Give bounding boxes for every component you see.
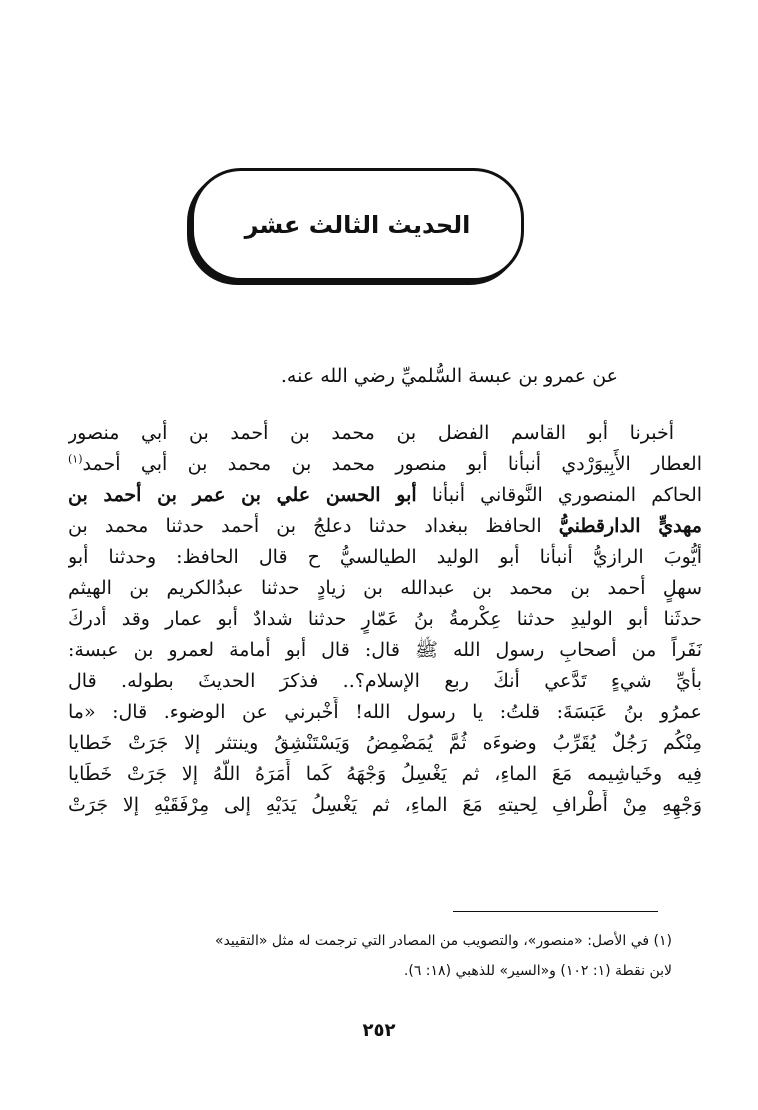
text-line: وَجْهِهِ مِنْ أَطْرافِ لِحيتهِ مَعَ الماءِ، ثم يَغْسِلُ يَدَيْهِ إلى مِرْفَقَيْهِ إلا جَرَتْ (68, 794, 702, 816)
text-line: سهلٍ أحمد بن محمد بن عبدالله بن زيادٍ حدثنا عبدُالكريم بن الهيثم (68, 577, 702, 599)
text-line: حدثَنا أبو الوليدِ حدثنا عِكْرمةُ بنُ عَمّارٍ حدثنا شدادٌ أبو عمار وقد أدركَ (68, 608, 702, 630)
text-line: أيُّوبَ الرازيُّ أنبأنا أبو الوليد الطيالسيُّ ح قال الحافظ: وحدثنا أبو (68, 546, 702, 568)
narrator-name: أبو الحسن علي بن عمر بن أحمد بن (68, 484, 417, 506)
text-line: أخبرنا أبو القاسم الفضل بن محمد بن أحمد بن أبي منصور (68, 422, 674, 444)
text-line (68, 449, 702, 480)
footnote-line: (١) في الأصل: «منصور»، والتصويب من المصادر التي ترجمت له مثل «التقييد» (215, 933, 672, 949)
chapter-title-frame (191, 168, 524, 281)
text-line (68, 511, 702, 542)
text-line: مِنْكُم رَجُلٌ يُقَرِّبُ وضوءَه ثُمَّ يُمَضْمِضُ وَيَسْتَنْشِقُ وينتثر إلا جَرَتْ خَطايا (68, 732, 702, 754)
hadith-intro: عن عمرو بن عبسة السُّلميِّ رضي الله عنه. (280, 365, 618, 387)
text-line: عمرُو بنُ عَبَسَةَ: قلتُ: يا رسول الله! أَخْبرني عن الوضوء. قال: «ما (68, 701, 702, 723)
text-segment: الحاكم المنصوري النَّوقاني أنبأنا (416, 484, 702, 506)
page-number: ٢٥٢ (362, 1020, 396, 1041)
text-line: نَفَراً من أصحابِ رسول الله ﷺ قال: قال أبو أمامة لعمرو بن عبسة: (68, 639, 702, 661)
text-line: فِيه وخَياشِيمه مَعَ الماءِ، ثم يَغْسِلُ وَجْهَهُ كَما أَمَرَهُ اللَّهُ إلا جَرَتْ خَطَايا (68, 763, 702, 785)
footnote-marker: (١) (68, 452, 83, 466)
narrator-name: مهديٍّ الدارقطنيُّ (558, 515, 702, 537)
footnotes (68, 926, 672, 986)
footnote-divider (453, 911, 658, 912)
chapter-title: الحديث الثالث عشر (244, 210, 471, 239)
text-segment: العطار الأَبِيوَرْدي أنبأنا أبو منصور محمد بن محمد بن أبي أحمد (82, 453, 702, 475)
isnad-and-hadith-text (68, 418, 702, 821)
footnote-line: لابن نقطة (١: ١٠٢) و«السير» للذهبي (١٨: ٦). (403, 963, 672, 979)
text-line: بأيِّ شيءٍ تَدَّعي أنكَ ربع الإسلام؟.. فذكرَ الحديثَ بطوله. قال (68, 670, 702, 692)
text-line (68, 480, 702, 511)
text-segment: الحافظ ببغداد حدثنا دعلجُ بن أحمد حدثنا محمد بن (68, 515, 559, 537)
